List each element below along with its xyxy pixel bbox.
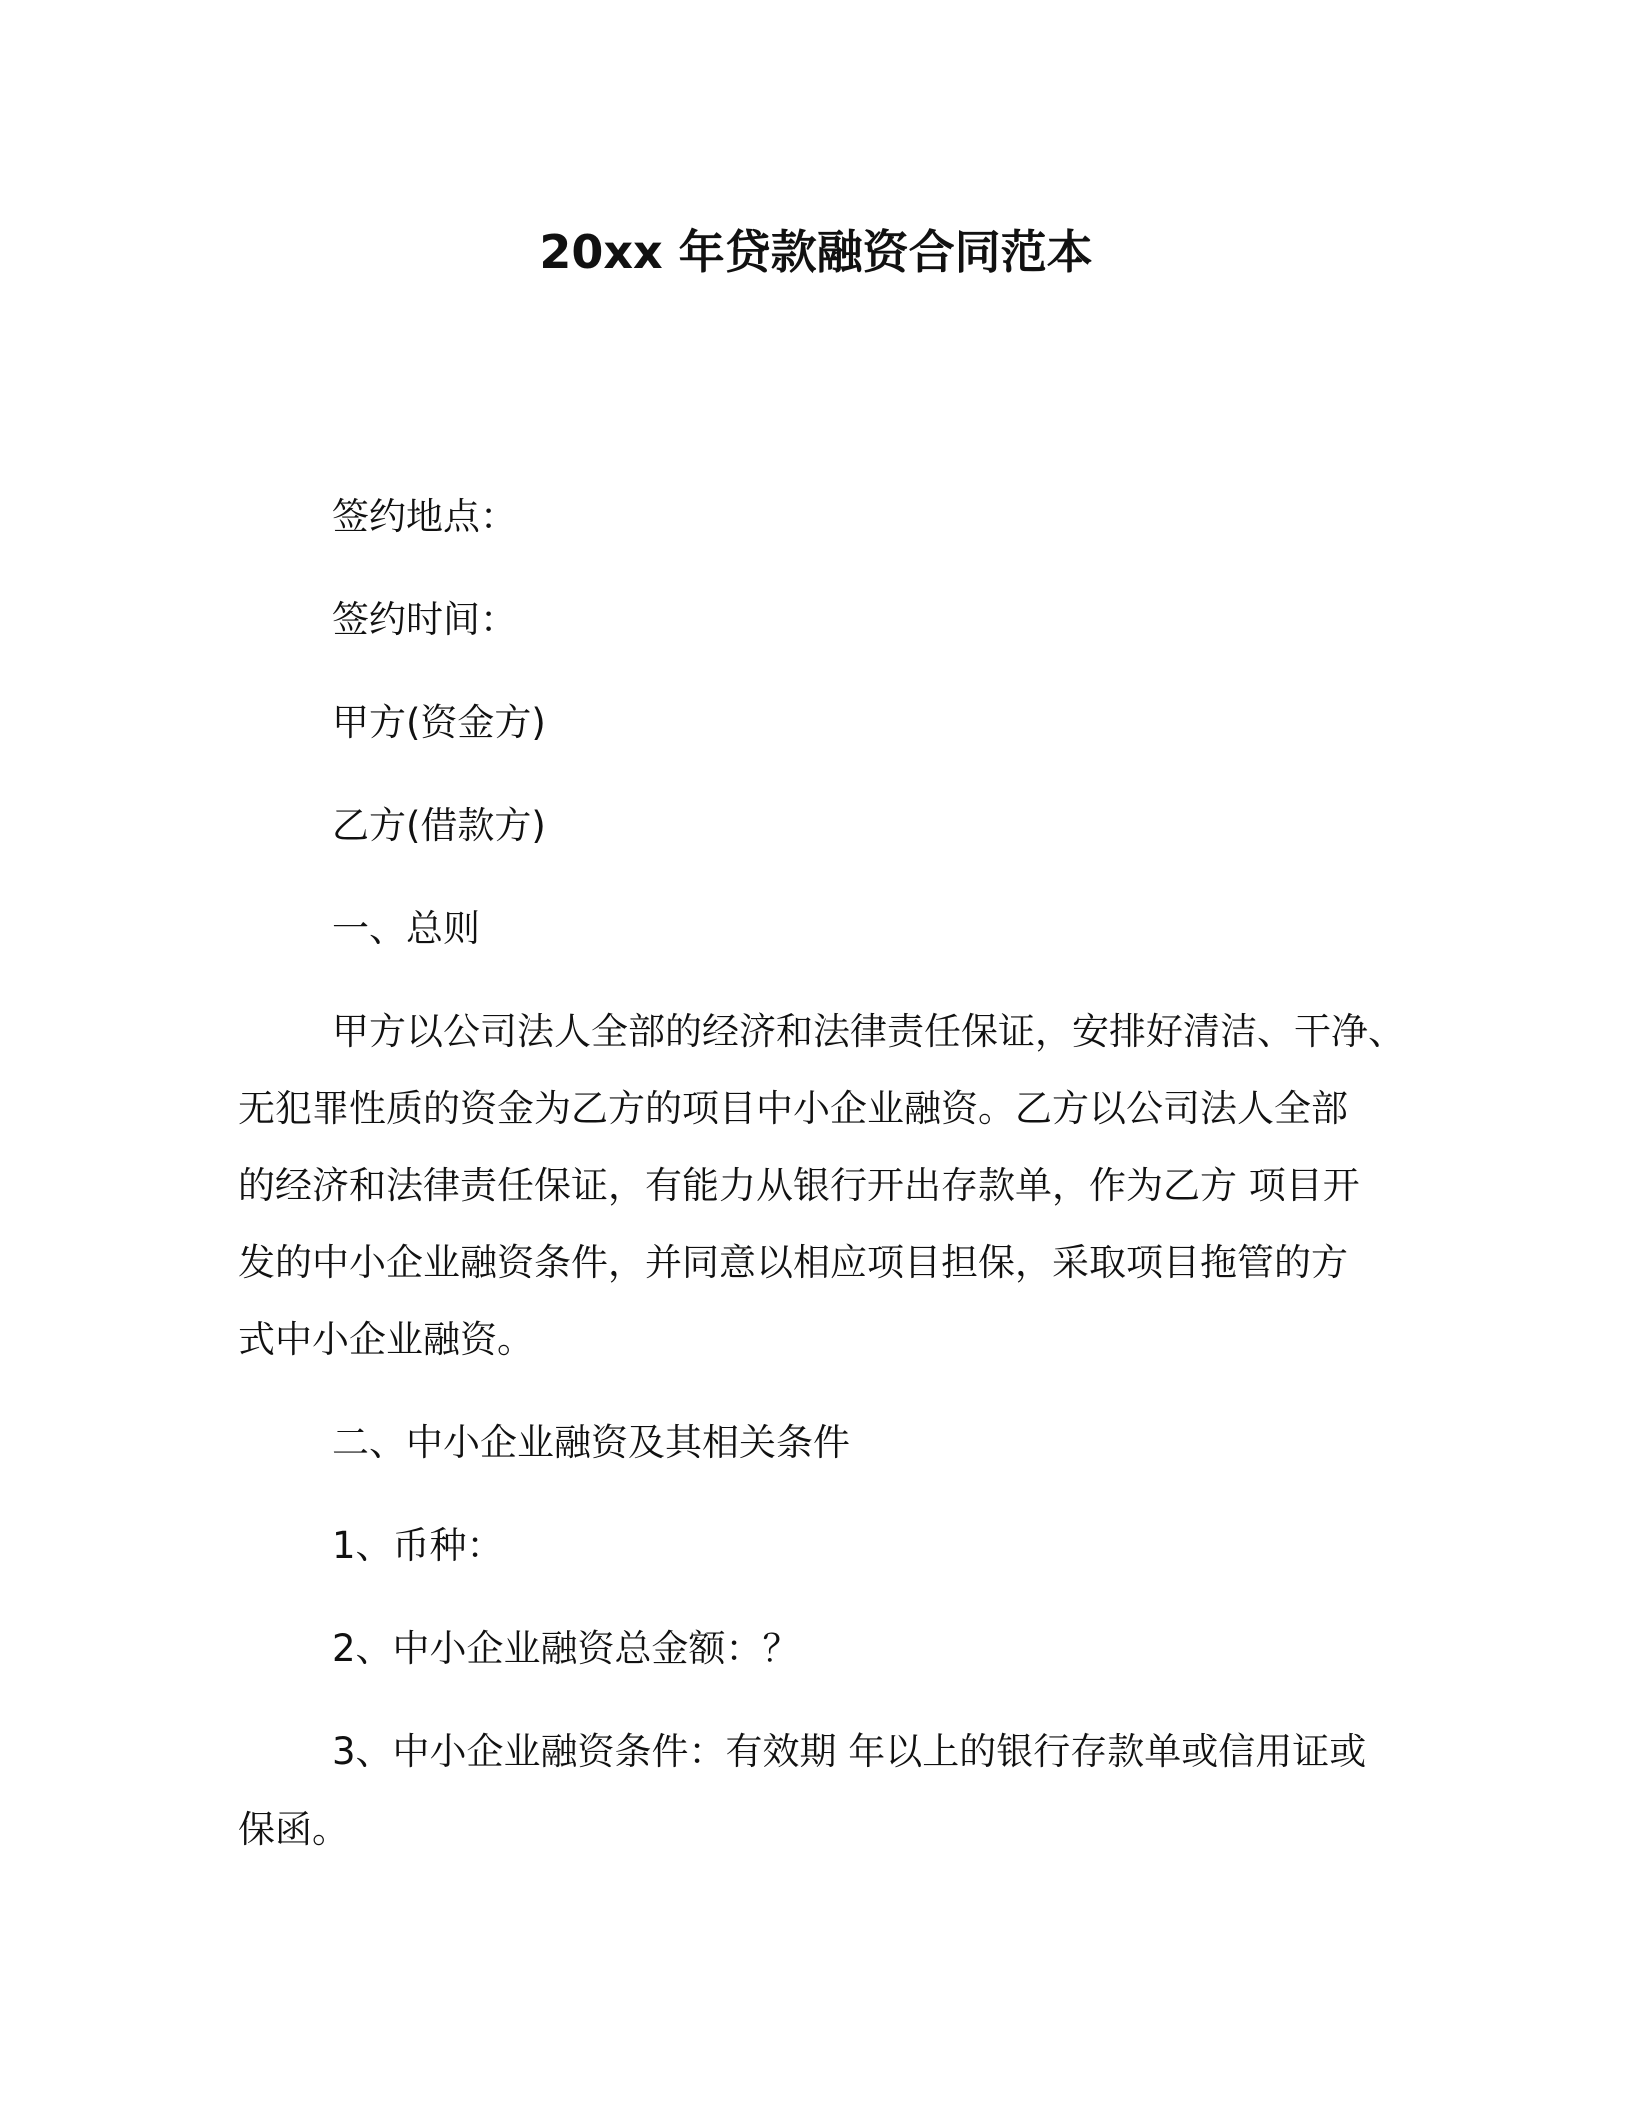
section2-item-conditions: 3、中小企业融资条件：有效期 年以上的银行存款单或信用证或 — [332, 1730, 1367, 1773]
section1-paragraph-line: 甲方以公司法人全部的经济和法律责任保证，安排好清洁、干净、 — [332, 1010, 1405, 1053]
field-sign-place: 签约地点： — [332, 495, 517, 538]
section1-paragraph-line: 式中小企业融资。 — [238, 1318, 534, 1361]
field-party-a: 甲方(资金方) — [332, 701, 546, 744]
section2-item-currency: 1、币种： — [332, 1524, 504, 1567]
section1-paragraph-line: 发的中小企业融资条件，并同意以相应项目担保，采取项目拖管的方 — [238, 1241, 1348, 1284]
section2-item-conditions-cont: 保函。 — [238, 1808, 349, 1851]
section1-heading: 一、总则 — [332, 907, 480, 950]
document-title: 20xx 年贷款融资合同范本 — [539, 225, 1093, 279]
section2-heading: 二、中小企业融资及其相关条件 — [332, 1421, 850, 1464]
section2-item-total-amount: 2、中小企业融资总金额：？ — [332, 1627, 800, 1670]
section1-paragraph-line: 的经济和法律责任保证，有能力从银行开出存款单，作为乙方 项目开 — [238, 1164, 1360, 1207]
section1-paragraph-line: 无犯罪性质的资金为乙方的项目中小企业融资。乙方以公司法人全部 — [238, 1087, 1348, 1130]
field-sign-time: 签约时间： — [332, 598, 517, 641]
field-party-b: 乙方(借款方) — [332, 804, 546, 847]
